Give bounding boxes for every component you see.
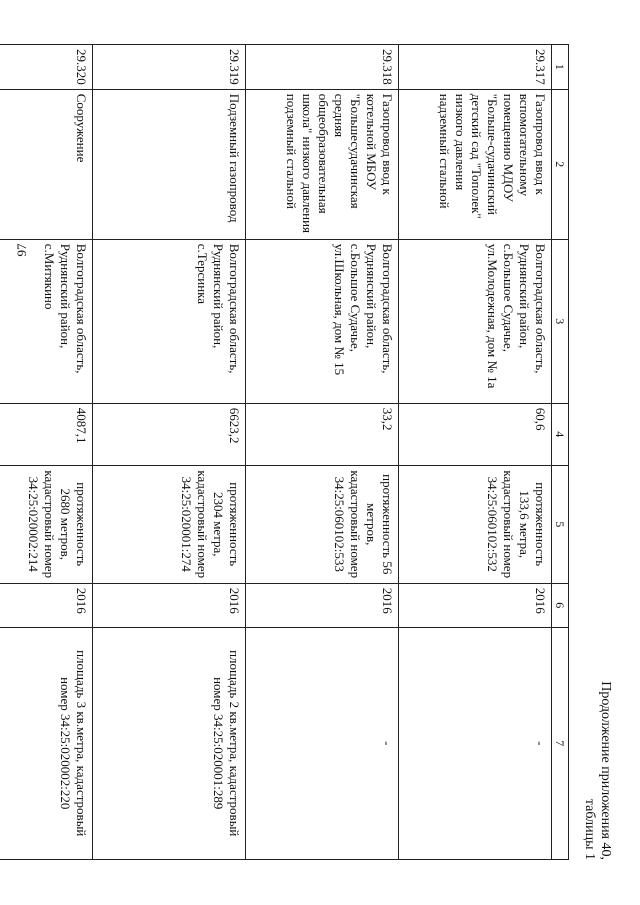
row-col5: протяженность 2304 метра, кадастровый номер 34:25:020001:274 (93, 465, 246, 583)
heading-line-1: Продолжение приложения 40, (598, 681, 613, 860)
property-table (0, 44, 569, 860)
row-address: Волгоградская область, Руднянский район, с.Большое Судачье, ул.Школьная, дом № 15 (246, 239, 399, 403)
row-number: 29.318 (246, 45, 399, 90)
row-col5: протяженность 56 метров, кадастровый номер 34:25:060102:533 (246, 465, 399, 583)
table-row (246, 45, 399, 860)
page-number-text: 97 (14, 243, 29, 257)
rotated-page-content (26, 34, 613, 872)
table-row (0, 45, 93, 860)
header-col-5: 5 (552, 465, 569, 583)
row-col4: 6623,2 (93, 403, 246, 465)
row-address: Волгоградская область, Руднянский район, с.Митякино (0, 239, 93, 403)
row-number: 29.320 (0, 45, 93, 90)
row-col7: площадь 3 кв.метра, кадастровый номер 34:25:020002:220 (0, 627, 93, 859)
continuation-heading (581, 681, 613, 860)
row-col6: 2016 (93, 583, 246, 627)
header-col-1: 1 (552, 45, 569, 90)
row-number: 29.319 (93, 45, 246, 90)
row-col6: 2016 (246, 583, 399, 627)
row-col7: - (246, 627, 399, 859)
row-col7: площадь 2 кв.метра, кадастровый номер 34:25:020001:289 (93, 627, 246, 859)
row-col4: 4087,1 (0, 403, 93, 465)
row-col5: протяженность 2680 метров, кадастровый номер 34:25:020002:214 (0, 465, 93, 583)
row-name: Подземный газопровод (93, 89, 246, 239)
row-address: Волгоградская область, Руднянский район, с.Терсинка (93, 239, 246, 403)
table-row (93, 45, 246, 860)
row-col7: - (399, 627, 552, 859)
header-col-6: 6 (552, 583, 569, 627)
row-col5: протяженность 133,6 метра, кадастровый номер 34:25:060102:532 (399, 465, 552, 583)
heading-line-2: таблицы 1 (582, 798, 597, 860)
row-col6: 2016 (399, 583, 552, 627)
row-name: Газопровод ввод к котельной МБОУ "Большесудачинская средняя общеобразовательная школа" низкого давления подземный стальной (246, 89, 399, 239)
header-col-2: 2 (552, 89, 569, 239)
row-number: 29.317 (399, 45, 552, 90)
row-col6: 2016 (0, 583, 93, 627)
header-col-7: 7 (552, 627, 569, 859)
table-row (399, 45, 552, 860)
header-col-3: 3 (552, 239, 569, 403)
row-col4: 60,6 (399, 403, 552, 465)
row-name: Сооружение (0, 89, 93, 239)
row-name: Газопровод ввод к вспомогательному помещению МДОУ "Больше-судачинский детский сад "Тополек" низкого давления надземный стальной (399, 89, 552, 239)
row-address: Волгоградская область, Руднянский район, с.Большое Судачье, ул.Молодежная, дом № 1а (399, 239, 552, 403)
header-col-4: 4 (552, 403, 569, 465)
table-header-row (552, 45, 569, 860)
row-col4: 33,2 (246, 403, 399, 465)
